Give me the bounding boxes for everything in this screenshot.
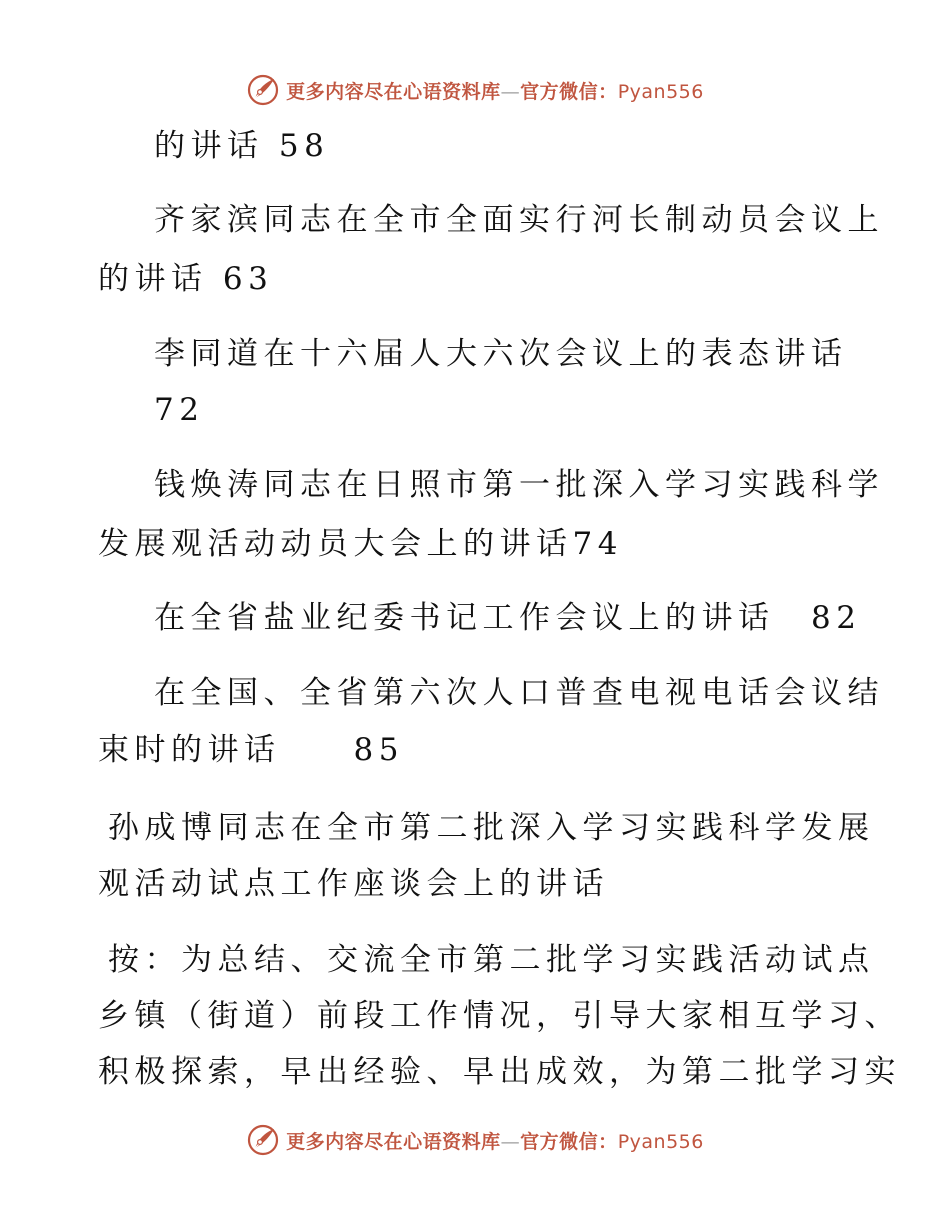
text-line: 在全国、全省第六次人口普查电视电话会议结 xyxy=(154,675,884,711)
text-line: 束时的讲话 85 xyxy=(98,732,404,768)
feather-pen-logo-icon xyxy=(246,1123,280,1157)
header-banner xyxy=(0,68,950,112)
footer-wechat-label: 官方微信： xyxy=(520,1130,618,1153)
footer-brand-text: 更多内容尽在心语资料库 xyxy=(286,1130,501,1153)
text-line: 按：为总结、交流全市第二批学习实践活动试点 xyxy=(108,942,875,978)
feather-pen-logo-icon xyxy=(246,73,280,107)
text-line: 的讲话 63 xyxy=(98,261,274,297)
text-line: 观活动试点工作座谈会上的讲话 xyxy=(98,866,609,902)
text-line: 发展观活动动员大会上的讲话74 xyxy=(98,526,623,562)
text-line: 在全省盐业纪委书记工作会议上的讲话 82 xyxy=(154,600,862,636)
header-dash: — xyxy=(500,80,521,103)
footer-wechat-id: Pyan556 xyxy=(617,1130,704,1153)
text-line: 的讲话 58 xyxy=(154,128,330,164)
footer-banner-text xyxy=(286,1127,704,1154)
header-wechat-label: 官方微信： xyxy=(520,80,618,103)
header-wechat-id: Pyan556 xyxy=(617,80,704,103)
text-line: 钱焕涛同志在日照市第一批深入学习实践科学 xyxy=(154,467,884,503)
text-line: 积极探索，早出经验、早出成效，为第二批学习实 xyxy=(98,1054,901,1090)
text-line: 72 xyxy=(154,392,205,428)
text-line: 齐家滨同志在全市全面实行河长制动员会议上 xyxy=(154,202,884,238)
text-line: 孙成博同志在全市第二批深入学习实践科学发展 xyxy=(108,810,875,846)
header-banner-text xyxy=(286,77,704,104)
footer-banner xyxy=(0,1118,950,1162)
footer-dash: — xyxy=(500,1130,521,1153)
text-line: 李同道在十六届人大六次会议上的表态讲话 xyxy=(154,336,848,372)
header-brand-text: 更多内容尽在心语资料库 xyxy=(286,80,501,103)
text-line: 乡镇（街道）前段工作情况，引导大家相互学习、 xyxy=(98,998,901,1034)
